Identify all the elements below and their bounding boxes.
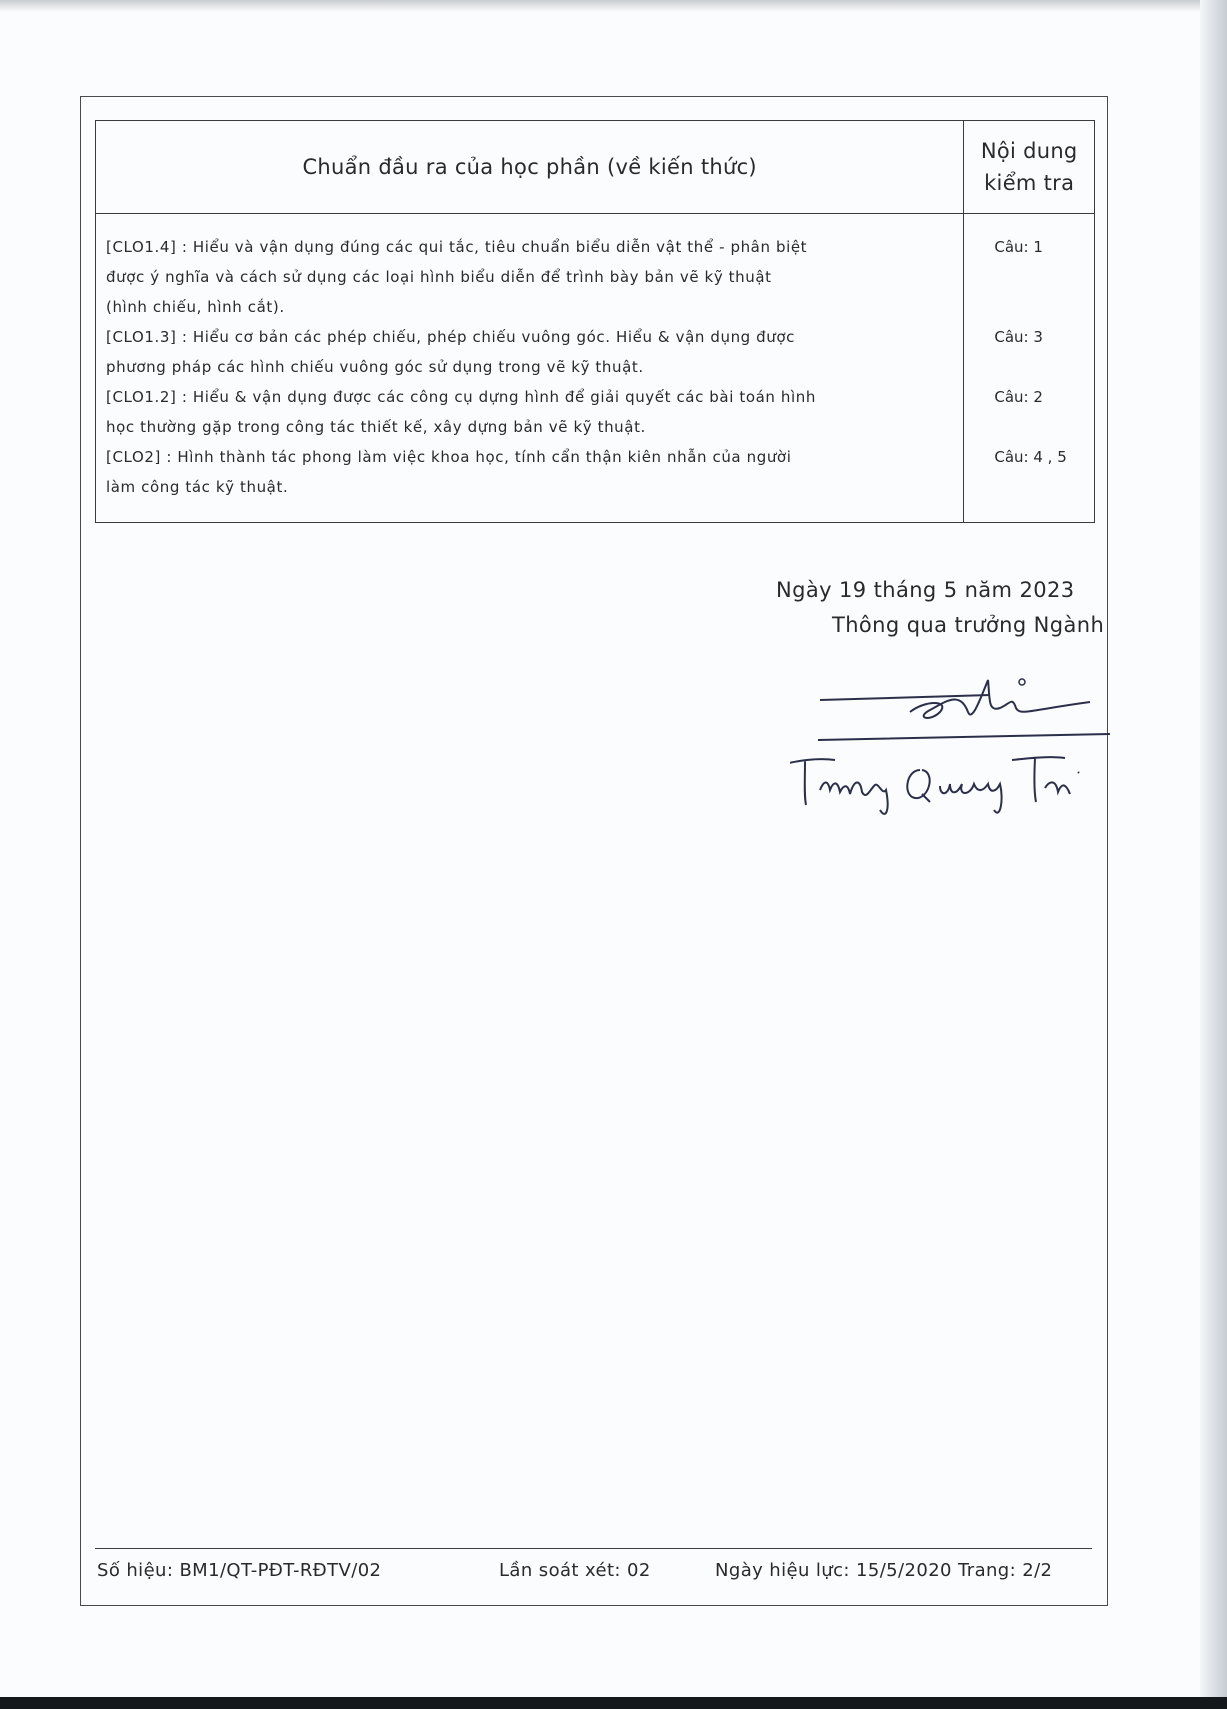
check-column-header <box>964 121 1095 214</box>
check-cell <box>964 214 1095 523</box>
effective-date-and-page: Ngày hiệu lực: 15/5/2020 Trang: 2/2 <box>715 1560 1053 1581</box>
check-clo-1-2: Câu: 2 <box>994 388 1043 406</box>
check-clo-1-4: Câu: 1 <box>994 238 1043 256</box>
document-code: Số hiệu: BM1/QT-PĐT-RĐTV/02 <box>97 1560 382 1581</box>
outcomes-column-header: Chuẩn đầu ra của học phần (về kiến thức) <box>96 121 964 214</box>
clo-1-4-line-3: (hình chiếu, hình cắt). <box>106 298 285 316</box>
clo-2-line-2: làm công tác kỹ thuật. <box>106 478 289 496</box>
check-header-line-1: Nội dung <box>980 139 1078 163</box>
revision-number: Lần soát xét: 02 <box>499 1560 651 1581</box>
table-header-row <box>96 121 1095 214</box>
outcomes-cell <box>96 214 964 523</box>
check-clo-2: Câu: 4 , 5 <box>994 448 1067 466</box>
clo-1-2-line-2: học thường gặp trong công tác thiết kế, xây dựng bản vẽ kỹ thuật. <box>106 418 646 436</box>
handwritten-signature <box>790 660 1110 820</box>
approval-title: Thông qua trưởng Ngành <box>832 613 1105 637</box>
approval-date: Ngày 19 tháng 5 năm 2023 <box>776 578 1075 602</box>
table-row <box>96 214 1095 523</box>
learning-outcomes-table <box>95 120 1095 523</box>
clo-1-4-line-2: được ý nghĩa và cách sử dụng các loại hình biểu diễn để trình bày bản vẽ kỹ thuật <box>106 268 772 286</box>
scan-bottom-edge <box>0 1697 1227 1709</box>
check-clo-1-3: Câu: 3 <box>994 328 1043 346</box>
clo-1-4-line-1: [CLO1.4] : Hiểu và vận dụng đúng các qui tắc, tiêu chuẩn biểu diễn vật thể - phân biệt <box>106 238 808 256</box>
clo-1-2-line-1: [CLO1.2] : Hiểu & vận dụng được các công cụ dựng hình để giải quyết các bài toán hình <box>106 388 816 406</box>
clo-1-3-line-1: [CLO1.3] : Hiểu cơ bản các phép chiếu, phép chiếu vuông góc. Hiểu & vận dụng được <box>106 328 796 346</box>
clo-1-3-line-2: phương pháp các hình chiếu vuông góc sử dụng trong vẽ kỹ thuật. <box>106 358 644 376</box>
check-header-line-2: kiểm tra <box>984 171 1075 195</box>
scan-top-edge <box>0 0 1227 12</box>
scan-right-edge <box>1200 0 1227 1709</box>
footer-divider <box>95 1548 1092 1549</box>
clo-2-line-1: [CLO2] : Hình thành tác phong làm việc khoa học, tính cẩn thận kiên nhẫn của người <box>106 448 792 466</box>
